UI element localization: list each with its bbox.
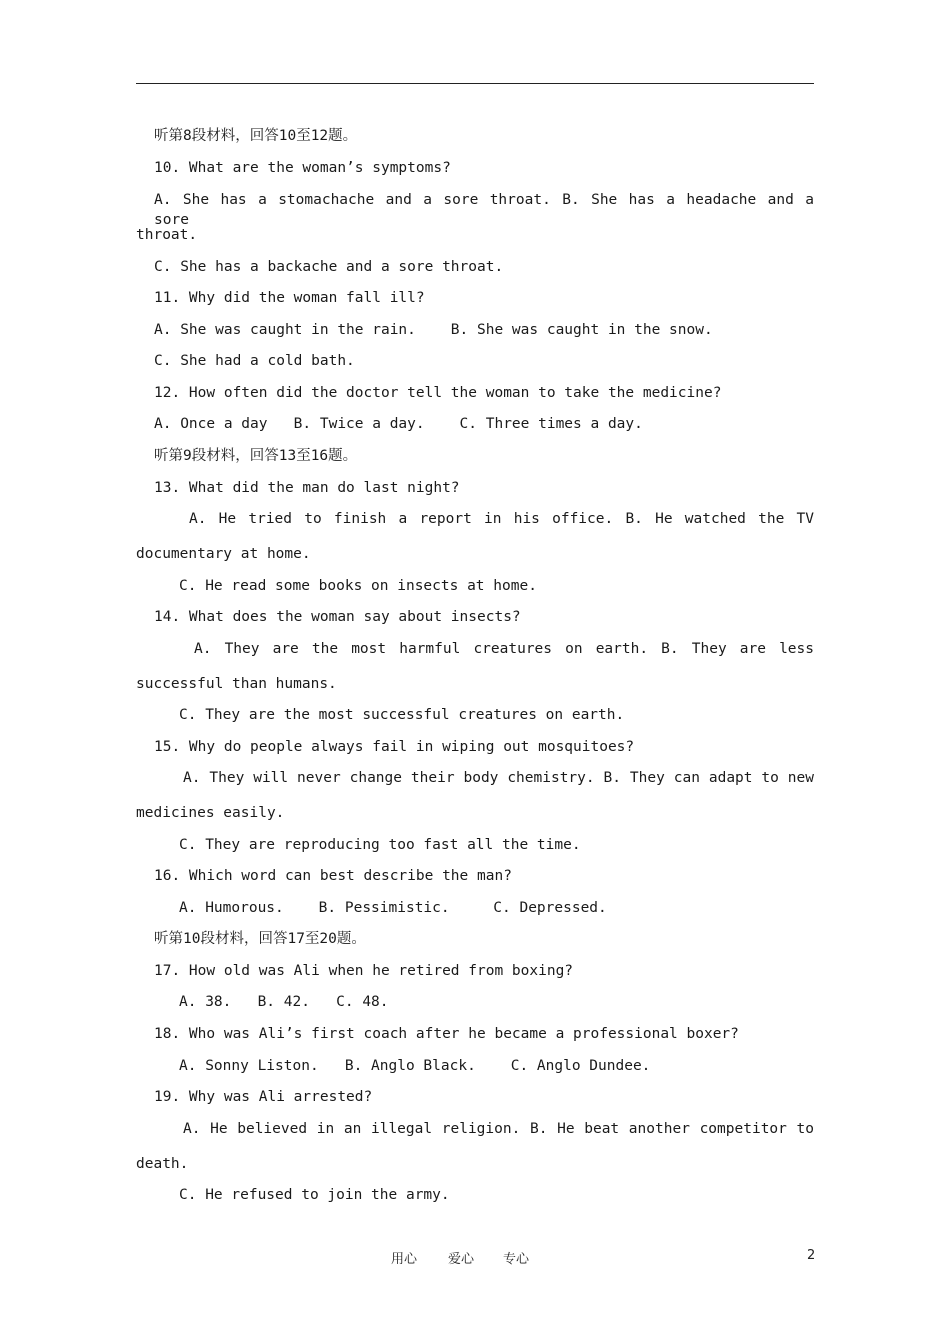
options-13-line1: A. He tried to finish a report in his office. B. He watched the TV bbox=[189, 511, 814, 527]
question-18: 18. Who was Ali’s first coach after he became a professional boxer? bbox=[154, 1026, 739, 1042]
options-15-line1: A. They will never change their body chemistry. B. They can adapt to new bbox=[183, 770, 814, 786]
question-19: 19. Why was Ali arrested? bbox=[154, 1089, 373, 1105]
options-14-line3: C. They are the most successful creatures on earth. bbox=[179, 707, 625, 723]
options-13-line3: C. He read some books on insects at home. bbox=[179, 578, 537, 594]
options-11-line1: A. She was caught in the rain. B. She was caught in the snow. bbox=[154, 322, 713, 338]
options-10-line2: throat. bbox=[136, 227, 198, 243]
options-15-line2: medicines easily. bbox=[136, 805, 285, 821]
question-11: 11. Why did the woman fall ill? bbox=[154, 290, 425, 306]
page-number: 2 bbox=[807, 1248, 816, 1263]
options-19-line2: death. bbox=[136, 1156, 189, 1172]
footer-text-3: 专心 bbox=[503, 1252, 530, 1267]
section-heading-9: 听第9段材料，回答13至16题。 bbox=[154, 448, 358, 464]
question-13: 13. What did the man do last night? bbox=[154, 480, 460, 496]
question-14: 14. What does the woman say about insects? bbox=[154, 609, 521, 625]
options-18: A. Sonny Liston. B. Anglo Black. C. Anglo Dundee. bbox=[179, 1058, 651, 1074]
options-12: A. Once a day B. Twice a day. C. Three times a day. bbox=[154, 416, 643, 432]
section-heading-8: 听第8段材料，回答10至12题。 bbox=[154, 128, 358, 144]
question-17: 17. How old was Ali when he retired from boxing? bbox=[154, 963, 574, 979]
options-16: A. Humorous. B. Pessimistic. C. Depressed. bbox=[179, 900, 607, 916]
question-16: 16. Which word can best describe the man? bbox=[154, 868, 512, 884]
header-rule bbox=[136, 83, 814, 84]
footer-text-2: 爱心 bbox=[448, 1252, 475, 1267]
options-10-line3: C. She has a backache and a sore throat. bbox=[154, 259, 504, 275]
section-heading-10: 听第10段材料，回答17至20题。 bbox=[154, 931, 366, 947]
options-17: A. 38. B. 42. C. 48. bbox=[179, 994, 389, 1010]
question-12: 12. How often did the doctor tell the woman to take the medicine? bbox=[154, 385, 722, 401]
footer-text-1: 用心 bbox=[391, 1252, 418, 1267]
options-14-line2: successful than humans. bbox=[136, 676, 337, 692]
options-15-line3: C. They are reproducing too fast all the time. bbox=[179, 837, 581, 853]
options-19-line1: A. He believed in an illegal religion. B. He beat another competitor to bbox=[183, 1121, 814, 1137]
question-10: 10. What are the woman’s symptoms? bbox=[154, 160, 451, 176]
options-19-line3: C. He refused to join the army. bbox=[179, 1187, 450, 1203]
options-13-line2: documentary at home. bbox=[136, 546, 311, 562]
options-11-line2: C. She had a cold bath. bbox=[154, 353, 355, 369]
options-10-line1: A. She has a stomachache and a sore throat. B. She has a headache and a sore bbox=[154, 192, 814, 228]
options-14-line1: A. They are the most harmful creatures on earth. B. They are less bbox=[194, 641, 814, 657]
question-15: 15. Why do people always fail in wiping out mosquitoes? bbox=[154, 739, 635, 755]
